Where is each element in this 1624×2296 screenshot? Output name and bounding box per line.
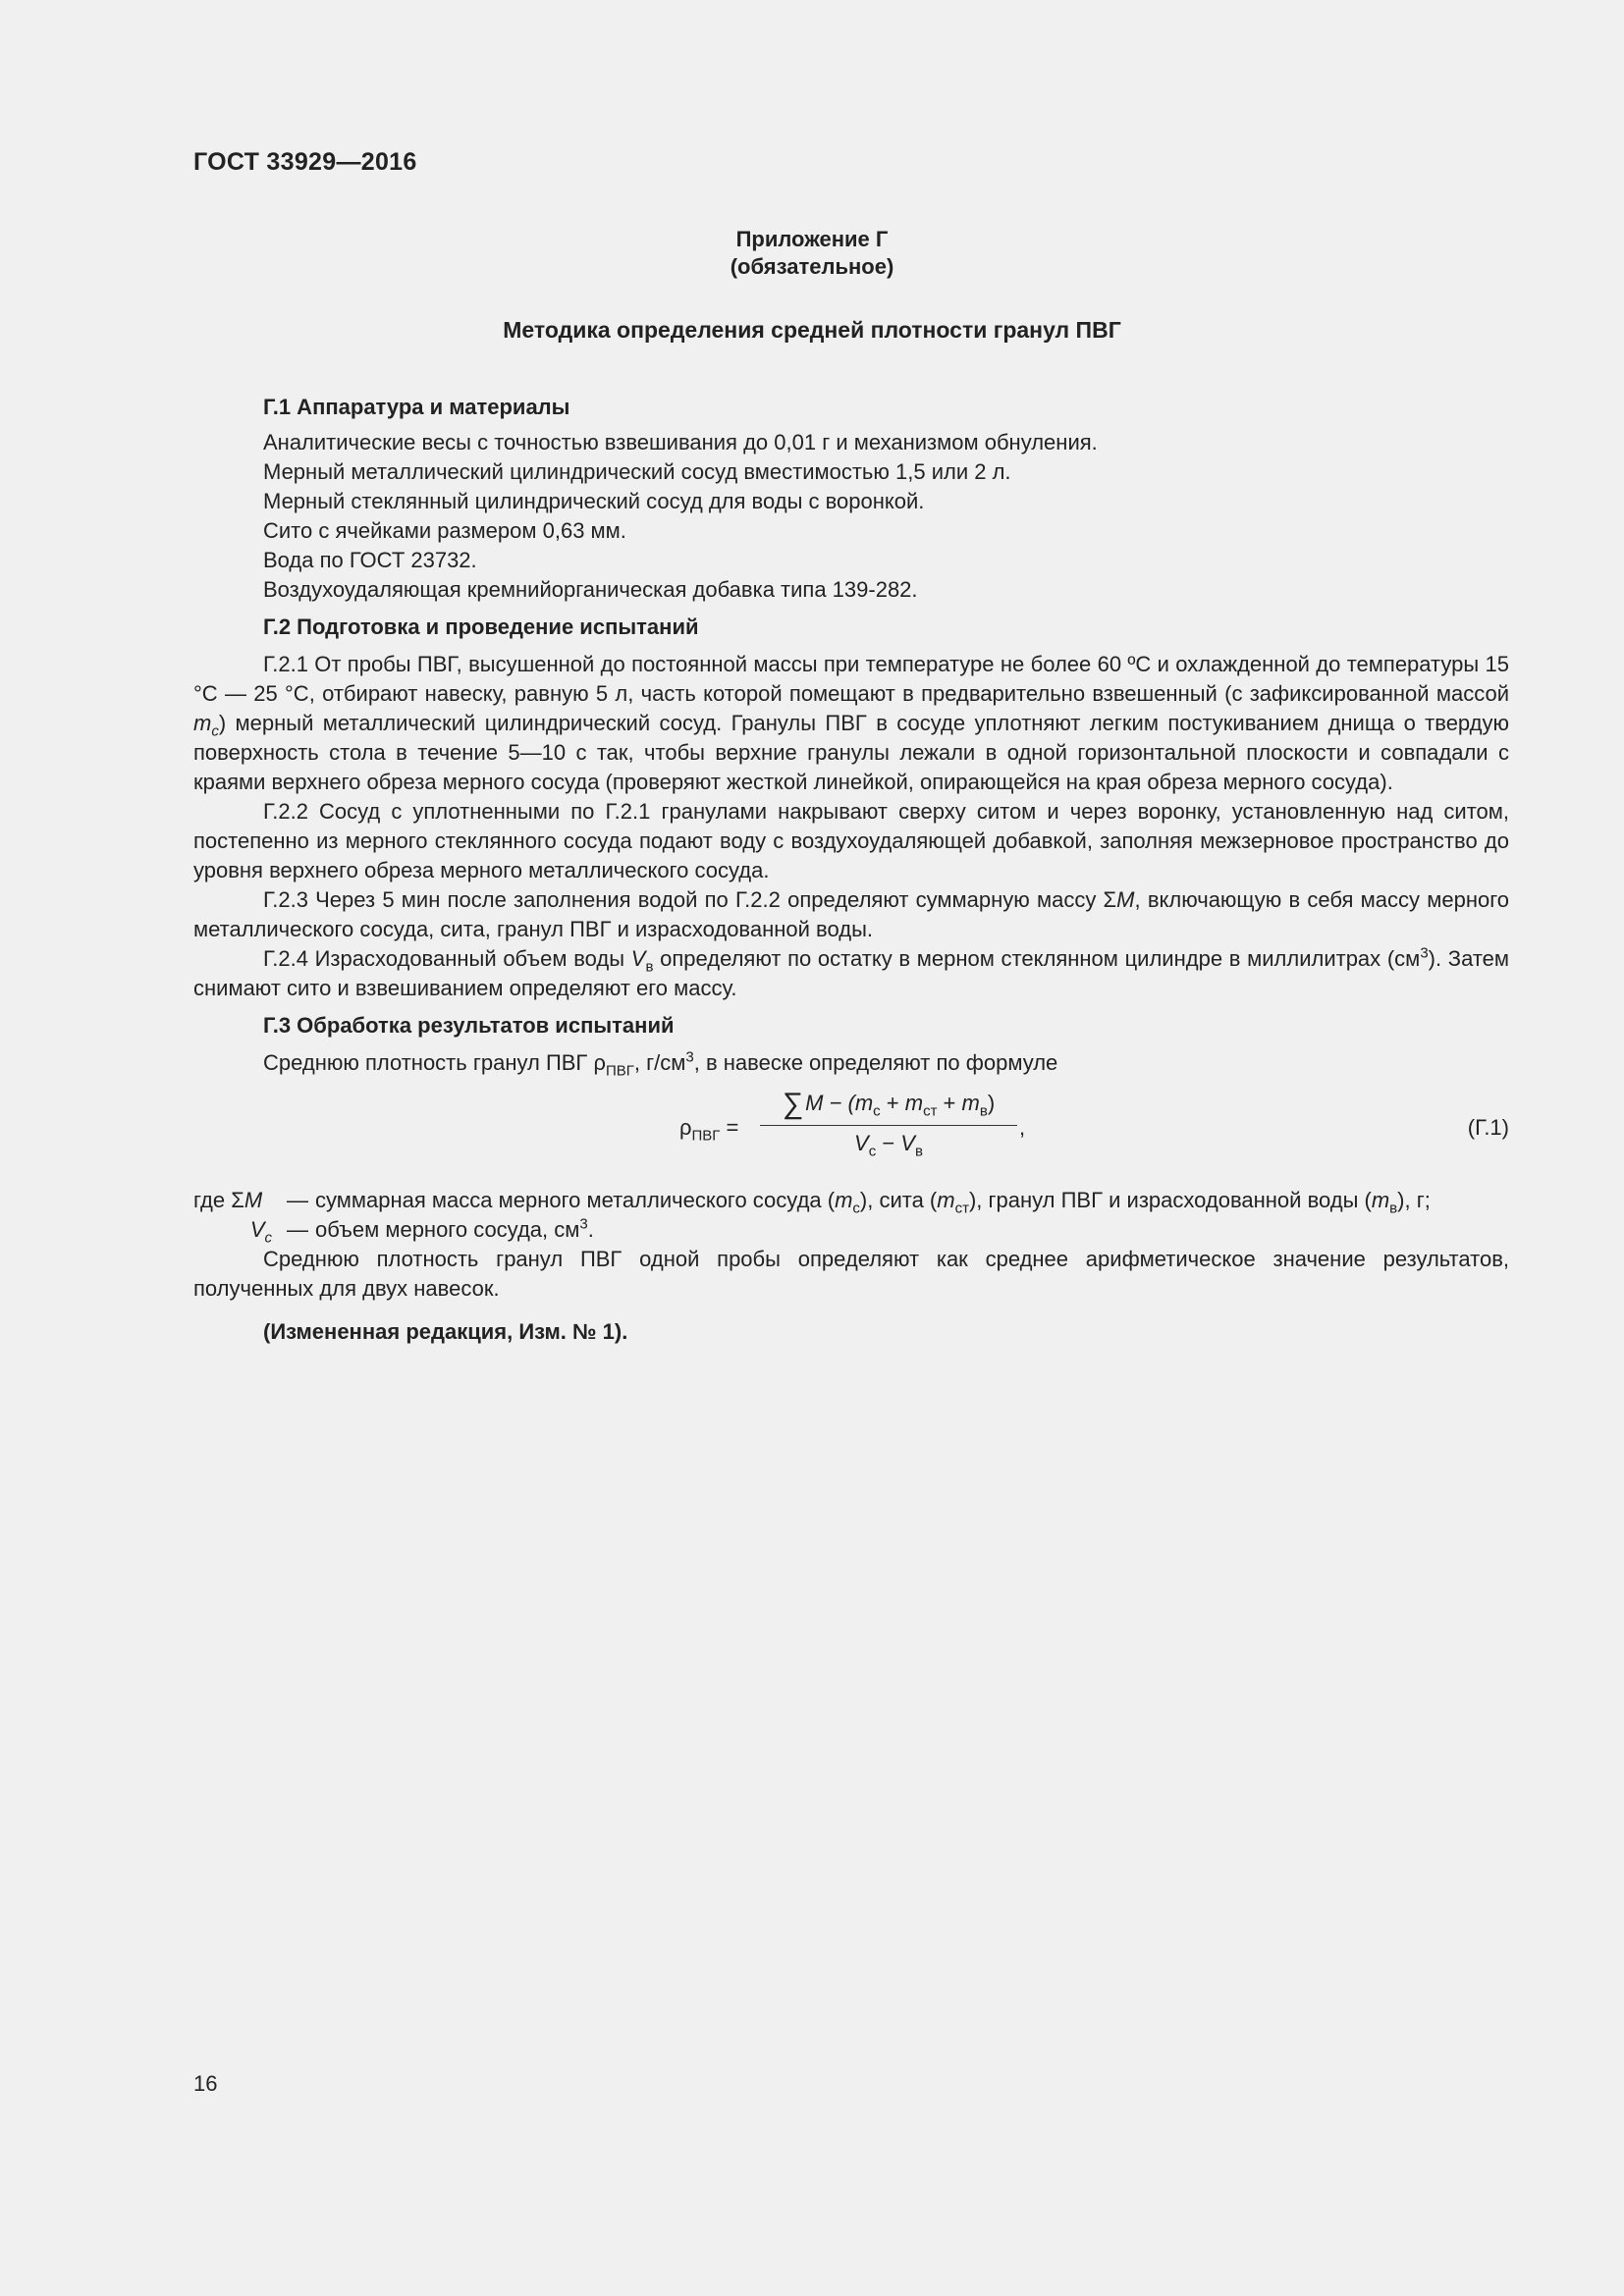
page-number: 16 xyxy=(193,2071,218,2096)
where-dash: — xyxy=(287,1188,308,1212)
amendment-note: (Измененная редакция, Изм. № 1). xyxy=(263,1319,628,1344)
where-symbol: где ΣM xyxy=(193,1188,263,1212)
where-dash: — xyxy=(287,1217,308,1242)
where-row-sum-mass xyxy=(193,1186,1509,1215)
equipment-item: Воздухоудаляющая кремнийорганическая добавка типа 139-282. xyxy=(263,577,918,602)
formula-intro: Среднюю плотность гранул ПВГ $\rho_{ПВГ}$, $г/см^3$, в навеске определяют по формуле xyxy=(263,1048,1058,1080)
where-row-volume xyxy=(193,1215,1509,1245)
paragraph-final: Среднюю плотность гранул ПВГ одной пробы определяют как среднее арифметическое значение результатов, полученных для двух навесок. xyxy=(193,1247,1509,1301)
density-formula xyxy=(679,1084,1072,1178)
paragraph-g2-2: Г.2.2 Сосуд с уплотненными по Г.2.1 гранулами накрывают сверху ситом и через воронку, установленную над ситом, постепенно из мерного стеклянного сосуда подают воду с воздухоудаляющей добавкой, заполняя межзерновое пространство до уровня верхнего обреза мерного металлического сосуда. xyxy=(193,799,1509,882)
formula-comma: , xyxy=(1019,1115,1026,1140)
paragraph-g2-3: Г.2.3 Через 5 мин после заполнения водой по Г.2.2 определяют суммарную массу ΣM, включающую в себя массу мерного металлического сосуда, сита, гранул ПВГ и израсходованной воды. xyxy=(193,887,1509,941)
document-body xyxy=(193,393,1509,1368)
where-definition: суммарная масса мерного металлического сосуда $(m_с)$, сита $(m_{ст})$, гранул ПВГ и израсходованной воды $(m_в)$, г; xyxy=(315,1188,1431,1217)
formula-lhs: $\rho_{ПВГ}$ = xyxy=(679,1115,739,1145)
formula-numerator: ∑ $M - (m_с + m_{ст} + m_в)$ xyxy=(782,1088,996,1120)
appendix-title: Приложение Г xyxy=(735,227,889,251)
where-symbol: $V_c$ xyxy=(249,1217,272,1247)
formula-row xyxy=(193,1084,1509,1178)
section-g2-heading: Г.2 Подготовка и проведение испытаний xyxy=(263,614,699,639)
formula-number: (Г.1) xyxy=(1467,1115,1509,1140)
where-block xyxy=(193,1186,1509,1245)
equipment-item: Аналитические весы с точностью взвешивания до 0,01 г и механизмом обнуления. xyxy=(263,430,1098,454)
equipment-item: Мерный стеклянный цилиндрический сосуд для воды с воронкой. xyxy=(263,489,925,513)
paragraph-g2-1: Г.2.1 От пробы ПВГ, высушенной до постоянной массы при температуре не более 60 ºС и охлажденной до температуры 15 °С — 25 °С, отбирают навеску, равную 5 л, часть которой помещают в предварительно взвешенный (с зафиксированной массой $m_c$) мерный металлический цилиндрический сосуд. Гранулы ПВГ в сосуде уплотняют легким постукиванием днища о твердую поверхность стола в течение 5—10 с так, чтобы верхние гранулы лежали в одной горизонтальной плоскости и совпадали с краями верхнего обреза мерного сосуда (проверяют жесткой линейкой, опирающейся на края обреза мерного сосуда). xyxy=(193,652,1509,794)
section-g1-heading: Г.1 Аппаратура и материалы xyxy=(263,395,570,419)
equipment-item: Мерный металлический цилиндрический сосуд вместимостью 1,5 или 2 л. xyxy=(263,459,1011,484)
where-definition: объем мерного сосуда, $см^3$. xyxy=(315,1215,594,1242)
document-title: Методика определения средней плотности гранул ПВГ xyxy=(503,317,1121,343)
equipment-item: Сито с ячейками размером 0,63 мм. xyxy=(263,518,626,543)
appendix-status: (обязательное) xyxy=(730,254,894,279)
section-g3-heading: Г.3 Обработка результатов испытаний xyxy=(263,1013,675,1038)
paragraph-g2-4: Г.2.4 Израсходованный объем воды $V_в$ определяют по остатку в мерном стеклянном цилиндре в миллилитрах $(см^3)$. Затем снимают сито и взвешиванием определяют его массу. xyxy=(193,944,1510,1000)
equipment-list xyxy=(193,428,1509,605)
standard-header: ГОСТ 33929—2016 xyxy=(193,148,417,176)
appendix-heading xyxy=(0,226,1624,281)
formula-fraction xyxy=(760,1084,1017,1161)
formula-denominator: $V_с - V_в$ xyxy=(854,1131,923,1160)
equipment-item: Вода по ГОСТ 23732. xyxy=(263,548,477,572)
